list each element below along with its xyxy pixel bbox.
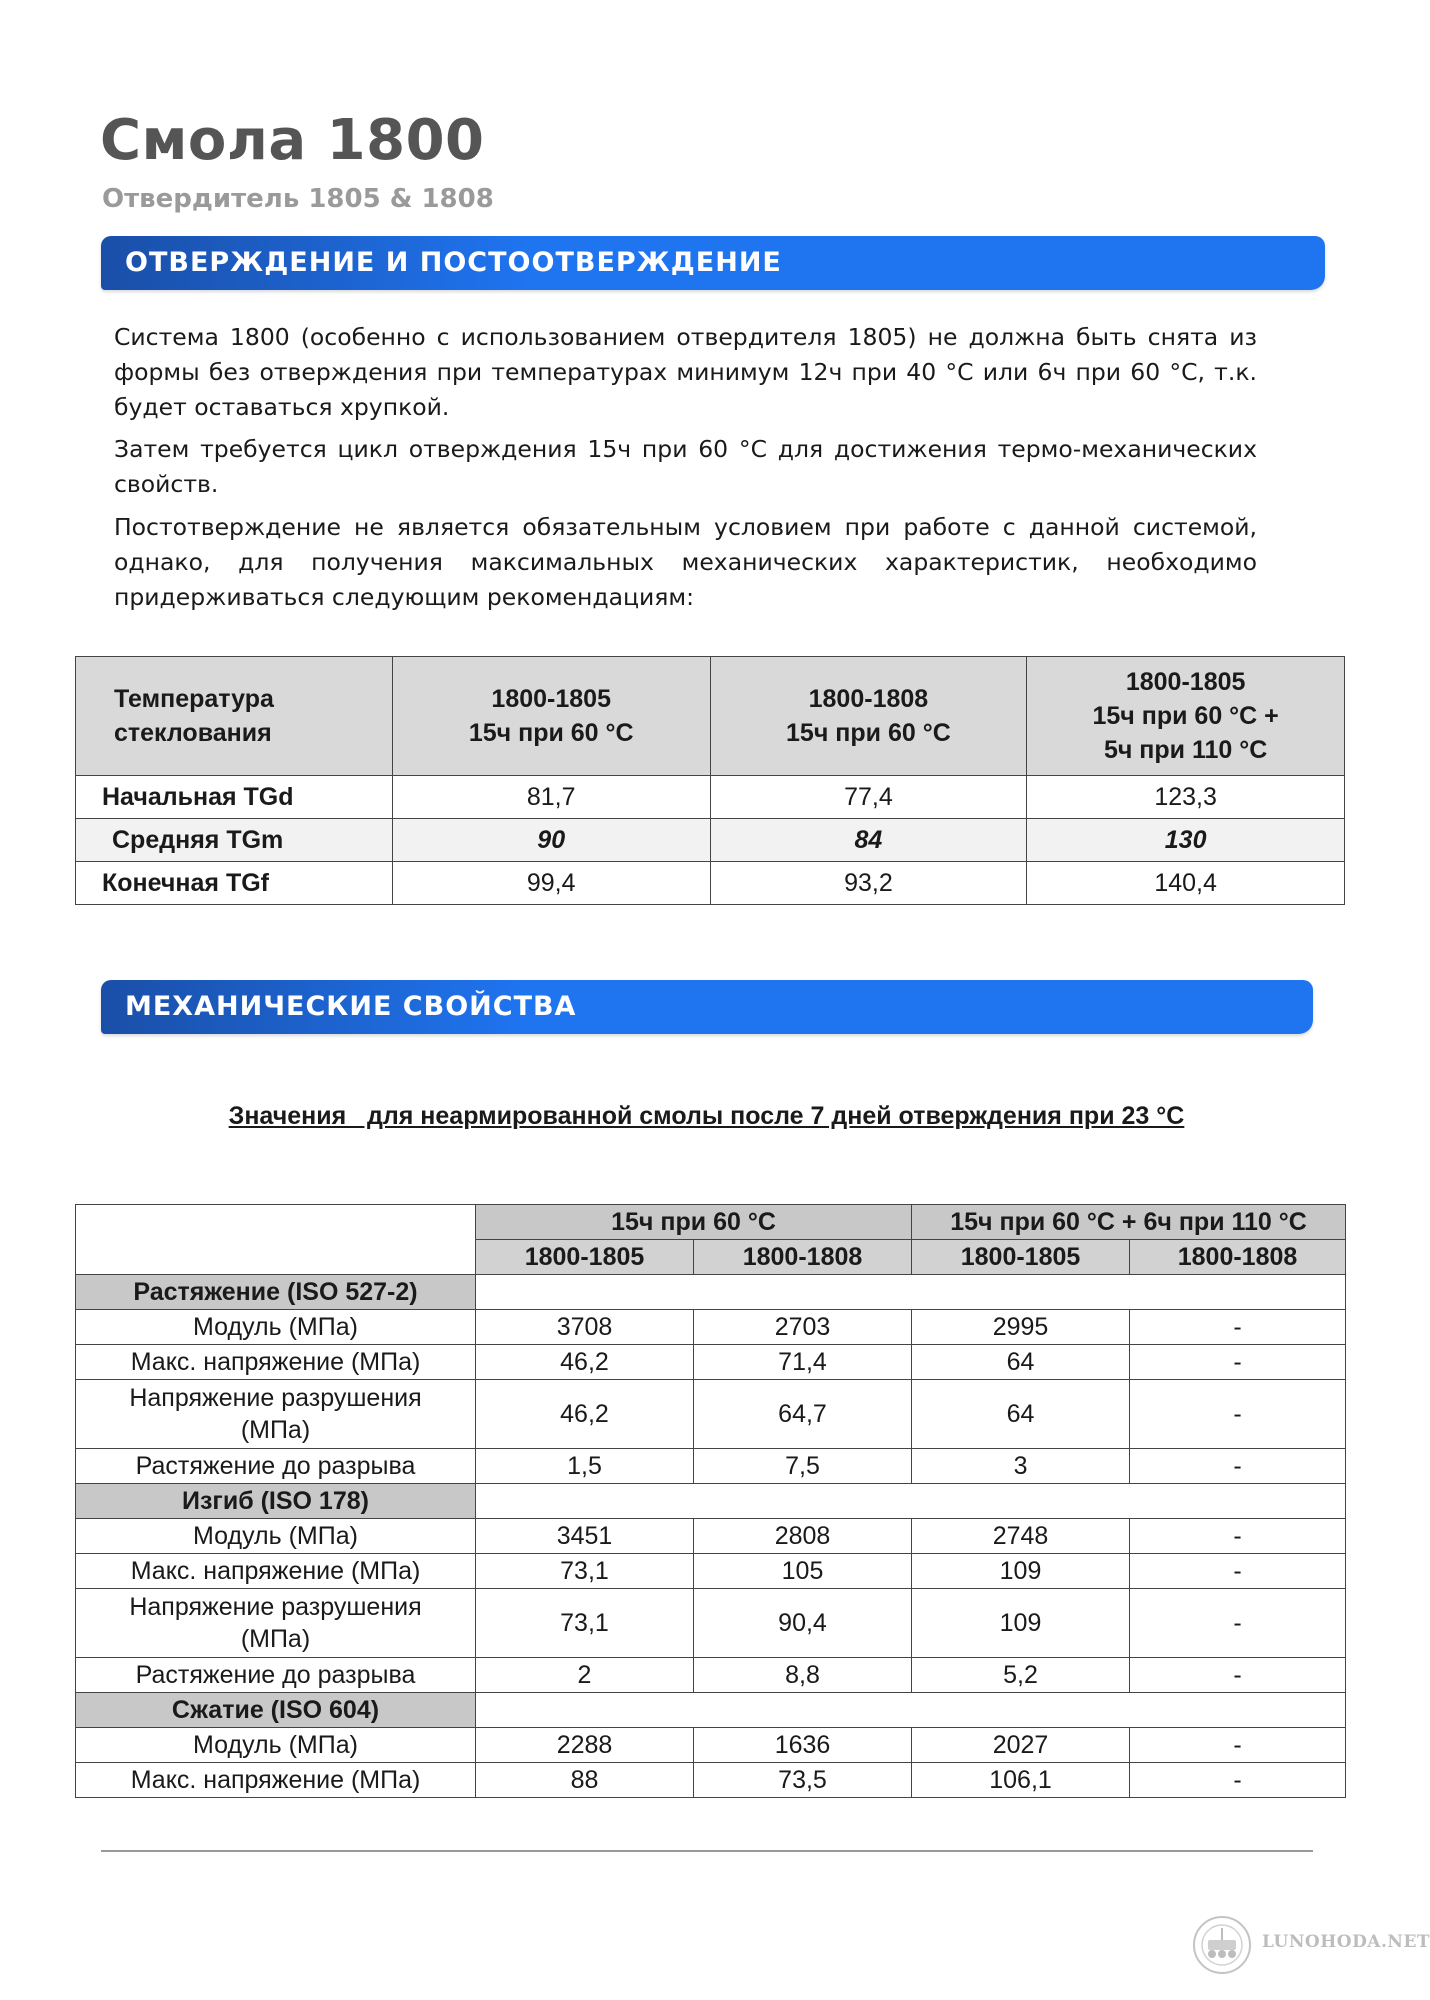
table-cell: 99,4 — [392, 862, 710, 905]
table-cell: 77,4 — [710, 776, 1027, 819]
table-cell: 8,8 — [694, 1658, 912, 1693]
row-label: Модуль (МПа) — [76, 1310, 476, 1345]
table-row — [76, 1380, 1346, 1449]
row-label: Макс. напряжение (МПа) — [76, 1763, 476, 1798]
table-cell: 7,5 — [694, 1449, 912, 1484]
table-cell: 90,4 — [694, 1589, 912, 1658]
table-header-cell — [710, 657, 1027, 776]
table-header-line: 1800-1805 — [491, 685, 611, 713]
table-group-header-row — [76, 1205, 1346, 1240]
table-header-line: 1800-1808 — [808, 685, 929, 713]
table-corner-cell — [76, 1205, 476, 1275]
table-cell: - — [1130, 1449, 1346, 1484]
table-cell: - — [1130, 1519, 1346, 1554]
table-cell: 3708 — [476, 1310, 694, 1345]
row-label: Конечная TGf — [76, 862, 393, 905]
table-cell: 64,7 — [694, 1380, 912, 1449]
section-heading-mechanical-label: МЕХАНИЧЕСКИЕ СВОЙСТВА — [125, 991, 577, 1022]
group-header-cell: 15ч при 60 °C — [476, 1205, 912, 1240]
section-heading-curing-label: ОТВЕРЖДЕНИЕ И ПОСТООТВЕРЖДЕНИЕ — [125, 247, 782, 278]
table-cell: - — [1130, 1554, 1346, 1589]
row-label: Модуль (МПа) — [76, 1519, 476, 1554]
paragraph-curing-3: Постотверждение не является обязательным условием при работе с данной системой, однако, для получения максимальных механических характеристик, необходимо придерживаться следующим рекомендациям: — [114, 513, 1257, 611]
row-label-line: Напряжение разрушения — [129, 1593, 422, 1621]
table-cell: 73,1 — [476, 1589, 694, 1658]
lunokhod-icon — [1188, 1910, 1258, 1980]
table-header-cell — [76, 657, 393, 776]
row-label: Начальная TGd — [76, 776, 393, 819]
table-row — [76, 1728, 1346, 1763]
row-label: Растяжение до разрыва — [76, 1449, 476, 1484]
row-label-line: Напряжение разрушения — [129, 1384, 422, 1412]
table-header-line: 15ч при 60 °C — [468, 719, 634, 747]
table-row — [76, 819, 1345, 862]
table-cell: 88 — [476, 1763, 694, 1798]
table-header-line: 15ч при 60 °C — [786, 719, 951, 747]
section-filler-cell — [476, 1484, 1346, 1519]
subheader-cell: 1800-1808 — [1130, 1240, 1346, 1275]
table-row — [76, 1519, 1346, 1554]
row-label: Средняя TGm — [76, 819, 393, 862]
table-cell: 140,4 — [1027, 862, 1345, 905]
table-cell: - — [1130, 1345, 1346, 1380]
table-cell: 123,3 — [1027, 776, 1345, 819]
section-filler-cell — [476, 1275, 1346, 1310]
section-heading-mechanical — [101, 980, 1313, 1034]
row-label: Растяжение до разрыва — [76, 1658, 476, 1693]
table-cell: 109 — [912, 1554, 1130, 1589]
table-cell: 106,1 — [912, 1763, 1130, 1798]
table-cell: 90 — [392, 819, 710, 862]
row-label — [76, 1380, 476, 1449]
glass-transition-table — [75, 656, 1345, 905]
section-filler-cell — [476, 1693, 1346, 1728]
table-cell: 64 — [912, 1345, 1130, 1380]
section-label-cell: Сжатие (ISO 604) — [76, 1693, 476, 1728]
table-row — [76, 1310, 1346, 1345]
table-header-line: 5ч при 110 °C — [1103, 736, 1268, 764]
table-cell: 2995 — [912, 1310, 1130, 1345]
table-header-row — [76, 657, 1345, 776]
page-subtitle: Отвердитель 1805 & 1808 — [102, 184, 494, 214]
table-cell: 2027 — [912, 1728, 1130, 1763]
table-row — [76, 776, 1345, 819]
table-cell: 5,2 — [912, 1658, 1130, 1693]
table-cell: 109 — [912, 1589, 1130, 1658]
table-row — [76, 1554, 1346, 1589]
section-label-cell: Изгиб (ISO 178) — [76, 1484, 476, 1519]
table-row — [76, 1345, 1346, 1380]
table-cell: 93,2 — [710, 862, 1027, 905]
table-cell: - — [1130, 1589, 1346, 1658]
table-cell: 2748 — [912, 1519, 1130, 1554]
table-cell: 73,1 — [476, 1554, 694, 1589]
table-cell: 105 — [694, 1554, 912, 1589]
table-row — [76, 862, 1345, 905]
row-label-line: (МПа) — [240, 1416, 311, 1444]
table-cell: 73,5 — [694, 1763, 912, 1798]
table-header-cell — [1027, 657, 1345, 776]
group-header-cell: 15ч при 60 °C + 6ч при 110 °C — [912, 1205, 1346, 1240]
table-header-line: Температура — [114, 685, 274, 713]
table-cell: 46,2 — [476, 1380, 694, 1449]
table-cell: - — [1130, 1763, 1346, 1798]
table-section-row — [76, 1693, 1346, 1728]
table-row — [76, 1763, 1346, 1798]
table-row — [76, 1449, 1346, 1484]
table-cell: 130 — [1027, 819, 1345, 862]
table-cell: 2703 — [694, 1310, 912, 1345]
table-cell: 84 — [710, 819, 1027, 862]
table-cell: 81,7 — [392, 776, 710, 819]
table-cell: 2 — [476, 1658, 694, 1693]
table-header-line: 15ч при 60 °C + — [1092, 702, 1279, 730]
table-row — [76, 1658, 1346, 1693]
table-cell: 3451 — [476, 1519, 694, 1554]
mechanical-properties-table — [75, 1204, 1346, 1798]
table-cell: 2808 — [694, 1519, 912, 1554]
table-header-line: стеклования — [114, 719, 272, 747]
table-cell: 2288 — [476, 1728, 694, 1763]
subheader-cell: 1800-1805 — [476, 1240, 694, 1275]
table-cell: 1636 — [694, 1728, 912, 1763]
table-cell: 71,4 — [694, 1345, 912, 1380]
table-cell: - — [1130, 1728, 1346, 1763]
footer-divider — [101, 1850, 1313, 1852]
subheader-cell: 1800-1805 — [912, 1240, 1130, 1275]
table-cell: 3 — [912, 1449, 1130, 1484]
table-caption: Значения для неармированной смолы после 7 дней отверждения при 23 °C — [228, 1102, 1185, 1130]
page-title: Смола 1800 — [100, 108, 485, 173]
table-header-line: 1800-1805 — [1125, 668, 1246, 696]
row-label: Макс. напряжение (МПа) — [76, 1345, 476, 1380]
table-cell: - — [1130, 1658, 1346, 1693]
row-label: Макс. напряжение (МПа) — [76, 1554, 476, 1589]
watermark-text: LUNOHODA.NET — [1262, 1932, 1430, 1952]
table-cell: - — [1130, 1380, 1346, 1449]
paragraph-curing-2: Затем требуется цикл отверждения 15ч при 60 °C для достижения термо-механических свойств. — [114, 435, 1257, 498]
watermark-logo — [1188, 1910, 1430, 1980]
table-section-row — [76, 1484, 1346, 1519]
section-label-cell: Растяжение (ISO 527-2) — [76, 1275, 476, 1310]
table-section-row — [76, 1275, 1346, 1310]
row-label — [76, 1589, 476, 1658]
table-cell: 64 — [912, 1380, 1130, 1449]
table-cell: 46,2 — [476, 1345, 694, 1380]
subheader-cell: 1800-1808 — [694, 1240, 912, 1275]
row-label: Модуль (МПа) — [76, 1728, 476, 1763]
row-label-line: (МПа) — [240, 1625, 311, 1653]
paragraph-curing-1: Система 1800 (особенно с использованием отвердителя 1805) не должна быть снята из формы без отверждения при температурах минимум 12ч при 40 °C или 6ч при 60 °C, т.к. будет оставаться хрупкой. — [114, 323, 1257, 421]
table-cell: 1,5 — [476, 1449, 694, 1484]
section-heading-curing — [101, 236, 1325, 290]
table-row — [76, 1589, 1346, 1658]
table-header-cell — [392, 657, 710, 776]
table-cell: - — [1130, 1310, 1346, 1345]
